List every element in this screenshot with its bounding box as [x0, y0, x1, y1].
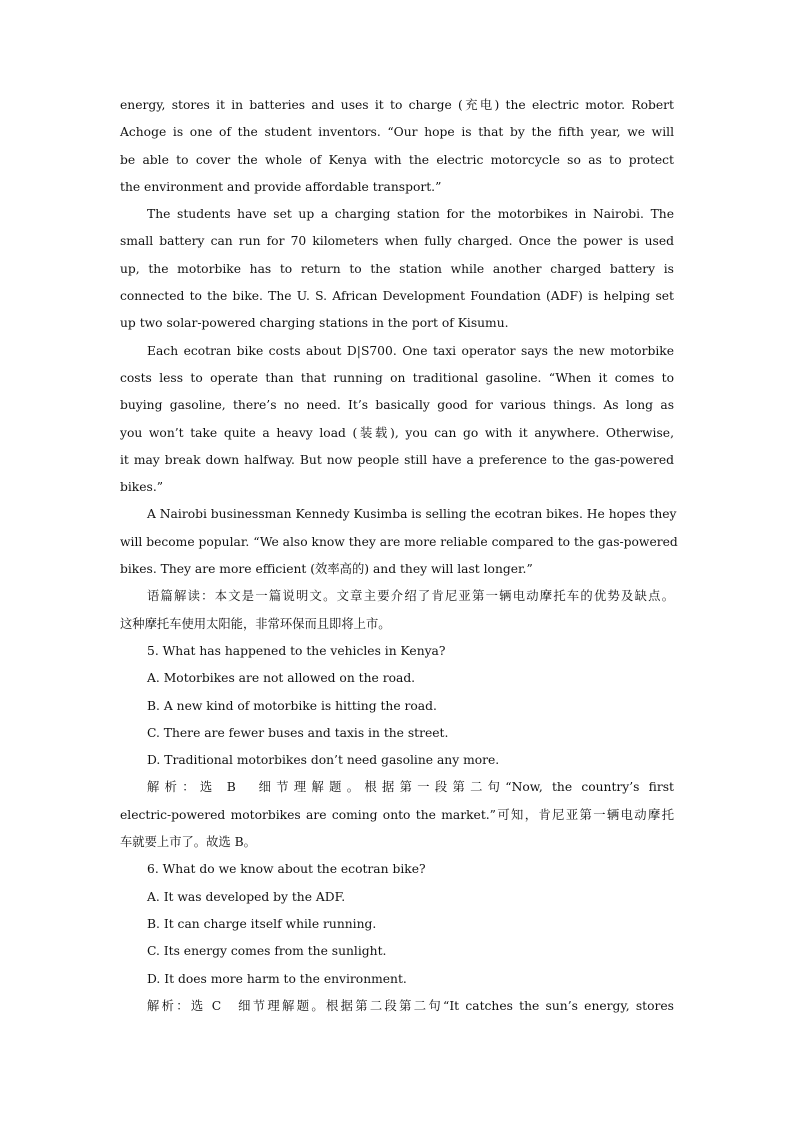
text-line: you won’t take quite a heavy load (装载), you can go with it anywhere. Otherwise, [120, 425, 674, 440]
text-line: Achoge is one of the student inventors. “Our hope is that by the fifth year, we will [120, 125, 674, 140]
option-a: A. Motorbikes are not allowed on the road. [147, 671, 416, 686]
text-line: buying gasoline, there’s no need. It’s basically good for various things. As long as [120, 398, 674, 413]
analysis-line: 车就要上市了。故选 B。 [120, 835, 256, 850]
analysis-line: electric-powered motorbikes are coming onto the market.”可知，肯尼亚第一辆电动摩托 [120, 807, 674, 822]
text-line: up two solar-powered charging stations in the port of Kisumu. [120, 316, 509, 331]
option-b: B. A new kind of motorbike is hitting the road. [147, 698, 437, 713]
text-line: Each ecotran bike costs about D|S700. One taxi operator says the new motorbike [147, 343, 674, 358]
text-line: be able to cover the whole of Kenya with the electric motorcycle so as to protect [120, 152, 674, 167]
text-line: bikes. They are more efficient (效率高的) and they will last longer.” [120, 562, 533, 577]
text-line: 这种摩托车使用太阳能，非常环保而且即将上市。 [120, 616, 391, 631]
text-line: it may break down halfway. But now people still have a preference to the gas-powered [120, 452, 674, 467]
analysis-line: 解析：选 B 细节理解题。根据第一段第二句“Now, the country’s first [147, 780, 674, 795]
reading-note [120, 583, 674, 638]
text-line: energy, stores it in batteries and uses it to charge (充电) the electric motor. Robert [120, 98, 674, 112]
text-line: up, the motorbike has to return to the station while another charged battery is [120, 261, 674, 276]
text-line: will become popular. “We also know they are more reliable compared to the gas-powered [120, 534, 678, 549]
text-line: small battery can run for 70 kilometers when fully charged. Once the power is used [120, 234, 674, 249]
text-line: connected to the bike. The U. S. African Development Foundation (ADF) is helping set [120, 289, 674, 304]
paragraph-4 [120, 501, 678, 583]
question-stem: 5. What has happened to the vehicles in Kenya? [147, 643, 446, 658]
document-page [120, 92, 678, 1020]
text-line: 语篇解读：本文是一篇说明文。文章主要介绍了肯尼亚第一辆电动摩托车的优势及缺点。 [147, 589, 674, 604]
paragraph-2 [120, 201, 674, 337]
text-line: bikes.” [120, 480, 164, 495]
text-line: the environment and provide affordable transport.” [120, 179, 442, 194]
question-6 [120, 856, 674, 1020]
option-c: C. Its energy comes from the sunlight. [147, 944, 387, 959]
option-c: C. There are fewer buses and taxis in the street. [147, 725, 449, 740]
option-b: B. It can charge itself while running. [147, 916, 377, 931]
text-line: The students have set up a charging station for the motorbikes in Nairobi. The [147, 207, 674, 222]
analysis-line: 解析：选 C 细节理解题。根据第二段第二句“It catches the sun’s energy, stores [147, 998, 674, 1013]
paragraph-3 [120, 338, 674, 502]
question-stem: 6. What do we know about the ecotran bike? [147, 862, 426, 877]
option-a: A. It was developed by the ADF. [147, 889, 346, 904]
option-d: D. Traditional motorbikes don’t need gasoline any more. [147, 753, 500, 768]
question-5 [120, 638, 674, 856]
paragraph-1 [120, 92, 674, 201]
option-d: D. It does more harm to the environment. [147, 971, 407, 986]
text-line: A Nairobi businessman Kennedy Kusimba is selling the ecotran bikes. He hopes they [147, 507, 677, 522]
text-line: costs less to operate than that running on traditional gasoline. “When it comes to [120, 370, 674, 385]
